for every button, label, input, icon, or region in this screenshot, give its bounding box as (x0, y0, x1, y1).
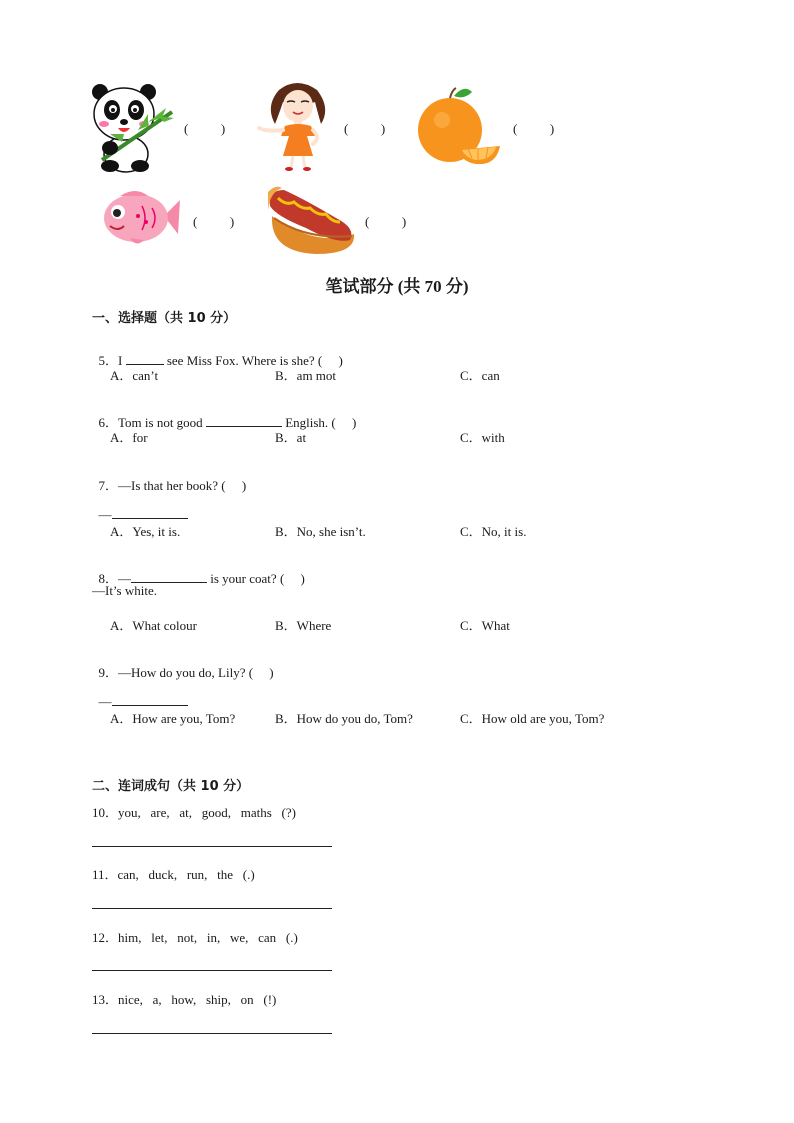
question-7 (92, 459, 246, 494)
option-b[interactable]: B．am mot (275, 368, 337, 383)
question-text: is your coat? ( ) (207, 571, 305, 586)
option-b[interactable]: B．at (275, 430, 307, 445)
question-10: 10．you, are, at, good, maths (?) (92, 805, 296, 820)
answer-line[interactable] (92, 908, 332, 909)
option-a[interactable]: A．Yes, it is. (110, 524, 181, 539)
question-5 (92, 334, 343, 369)
answer-line[interactable] (92, 846, 332, 847)
fill-blank[interactable] (112, 693, 188, 706)
question-9 (92, 646, 274, 681)
section-heading-sentences: 二、连词成句（共 10 分） (92, 779, 250, 794)
option-b[interactable]: B．How do you do, Tom? (275, 711, 413, 726)
option-a[interactable]: A．for (110, 430, 148, 445)
answer-line[interactable] (92, 1033, 332, 1034)
question-text: 5．I (98, 353, 126, 368)
option-a[interactable]: A．can’t (110, 368, 159, 383)
option-a[interactable]: A．How are you, Tom? (110, 711, 236, 726)
answer-line[interactable] (92, 970, 332, 971)
option-c[interactable]: C．No, it is. (460, 524, 527, 539)
page-title: 笔试部分 (共 70 分) (325, 277, 469, 296)
fish-icon (102, 186, 182, 248)
option-b[interactable]: B．Where (275, 618, 332, 633)
option-b[interactable]: B．No, she isn’t. (275, 524, 366, 539)
option-c[interactable]: C．What (460, 618, 510, 633)
question-text: 7．—Is that her book? ( ) (98, 478, 247, 493)
answer-paren-2[interactable]: ( ) (344, 121, 386, 136)
reply-line (92, 677, 188, 710)
woman-icon (257, 80, 339, 172)
question-text: see Miss Fox. Where is she? ( ) (163, 353, 343, 368)
question-12: 12．him, let, not, in, we, can (.) (92, 930, 298, 945)
answer-paren-1[interactable]: ( ) (184, 121, 226, 136)
fill-blank[interactable] (131, 570, 207, 583)
question-6 (92, 396, 356, 431)
hotdog-icon (266, 182, 358, 258)
reply-line (92, 490, 188, 523)
question-8 (92, 552, 305, 587)
question-text: English. ( ) (281, 415, 357, 430)
question-13: 13．nice, a, how, ship, on (!) (92, 992, 277, 1007)
option-c[interactable]: C．with (460, 430, 505, 445)
option-a[interactable]: A．What colour (110, 618, 198, 633)
answer-paren-3[interactable]: ( ) (513, 121, 555, 136)
fill-blank[interactable] (206, 414, 282, 427)
option-c[interactable]: C．How old are you, Tom? (460, 711, 605, 726)
fill-blank[interactable] (112, 506, 188, 519)
section-heading-choice: 一、选择题（共 10 分） (92, 311, 237, 326)
answer-paren-4[interactable]: ( ) (193, 214, 235, 229)
fill-blank[interactable] (126, 352, 164, 365)
question-text: 8．— (98, 571, 132, 586)
question-text: 6．Tom is not good (98, 415, 206, 430)
answer-paren-5[interactable]: ( ) (365, 214, 407, 229)
orange-icon (416, 86, 502, 166)
reply-text: — (98, 694, 112, 709)
question-text: 9．—How do you do, Lily? ( ) (98, 665, 274, 680)
option-c[interactable]: C．can (460, 368, 500, 383)
reply-line: —It’s white. (92, 583, 157, 598)
question-11: 11．can, duck, run, the (.) (92, 867, 255, 882)
reply-text: — (98, 507, 112, 522)
panda-icon (88, 82, 178, 174)
